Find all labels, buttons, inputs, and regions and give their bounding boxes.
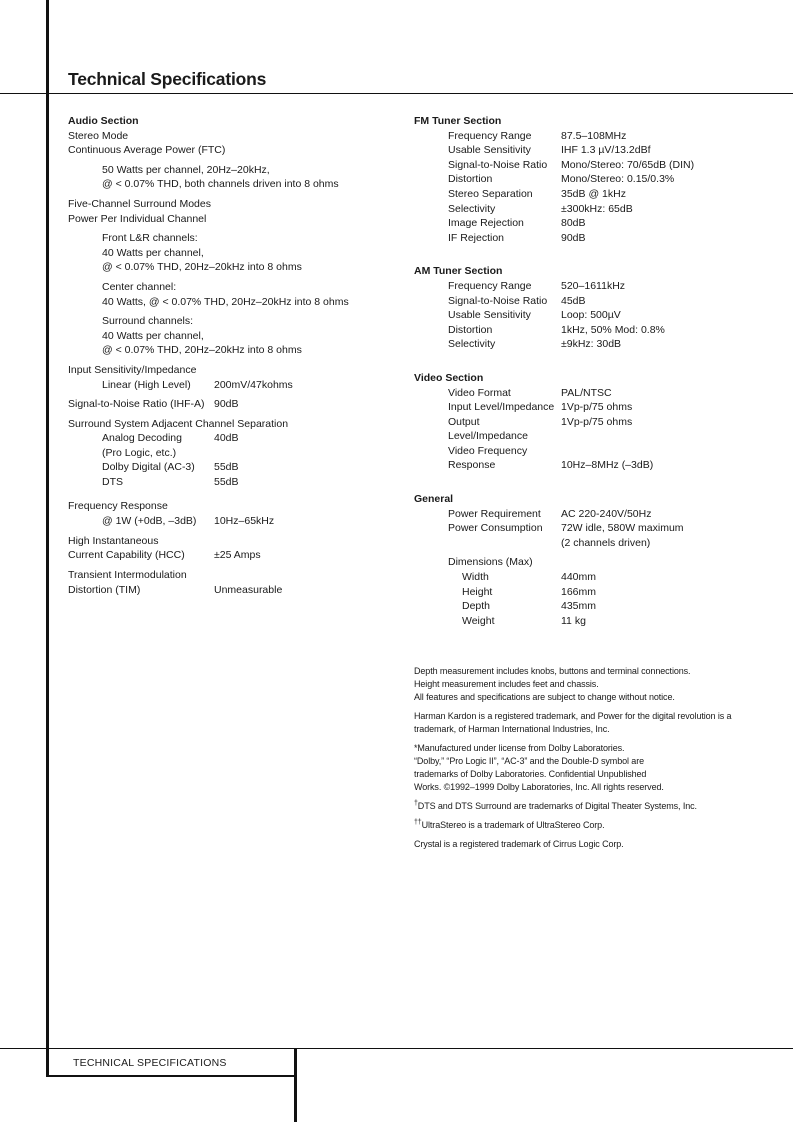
spec-row [448, 202, 774, 217]
spec-row [448, 458, 774, 473]
spec-label: Dolby Digital (AC-3) [102, 461, 195, 474]
fm-tuner-section [414, 114, 774, 245]
note-line: Depth measurement includes knobs, buttons and terminal connections. [414, 666, 691, 676]
am-tuner-section [414, 264, 774, 352]
spec-value: 1kHz, 50% Mod: 0.8% [561, 323, 665, 336]
spec-row [448, 294, 774, 309]
header-rule [0, 93, 793, 94]
spec-label: Signal-to-Noise Ratio (IHF-A) [68, 398, 205, 411]
front-channels-spec [68, 231, 398, 275]
spec-row [448, 231, 774, 246]
spec-line: (Pro Logic, etc.) [102, 446, 177, 459]
spec-label: @ 1W (+0dB, –3dB) [102, 515, 197, 528]
spec-row [448, 172, 774, 187]
spec-row [448, 507, 774, 522]
spec-row [448, 158, 774, 173]
spec-value: 1Vp-p/75 ohms [561, 415, 633, 428]
spec-value: 435mm [561, 600, 597, 613]
spec-row [448, 216, 774, 231]
spec-label [448, 536, 561, 551]
spec-row [448, 400, 774, 415]
spec-row [68, 514, 398, 529]
spec-line: Surround System Adjacent Channel Separation [68, 417, 289, 430]
spec-line: Front L&R channels: [102, 232, 198, 245]
note-line: Works. ©1992–1999 Dolby Laboratories, Inc. All rights reserved. [414, 782, 664, 792]
spec-row [448, 323, 774, 338]
spec-label: Weight [462, 614, 495, 627]
spec-value: 55dB [214, 461, 239, 474]
spec-label: Input Level/Impedance [448, 401, 555, 414]
footnotes [414, 665, 754, 857]
spec-label: Selectivity [448, 338, 496, 351]
spec-value: ±25 Amps [214, 549, 261, 562]
note-line: All features and specifications are subject to change without notice. [414, 692, 675, 702]
spec-value: 10Hz–8MHz (–3dB) [561, 459, 654, 472]
video-section [414, 371, 774, 473]
spec-label: Distortion (TIM) [68, 583, 141, 596]
ultrastereo-trademark-note [414, 819, 754, 832]
spec-line: 40 Watts, @ < 0.07% THD, 20Hz–20kHz into 8 ohms [102, 295, 349, 308]
spec-label: Signal-to-Noise Ratio [448, 158, 548, 171]
spec-line: 50 Watts per channel, 20Hz–20kHz, [102, 163, 270, 176]
spec-line: 40 Watts per channel, [102, 246, 204, 259]
spec-label: Frequency Range [448, 129, 532, 142]
spec-value: Mono/Stereo: 70/65dB (DIN) [561, 158, 695, 171]
spec-row [68, 475, 398, 490]
note-line: trademarks of Dolby Laboratories. Confidential Unpublished [414, 769, 647, 779]
audio-heading: Audio Section [68, 115, 139, 127]
surround-channels-spec [68, 314, 398, 358]
spec-value: Loop: 500µV [561, 309, 621, 322]
spec-label: Response [448, 459, 496, 472]
note-line: “Dolby,” “Pro Logic II”, “AC-3” and the Double-D symbol are [414, 756, 645, 766]
five-channel-modes [68, 197, 398, 226]
spec-line: Power Per Individual Channel [68, 212, 207, 225]
spec-value: Unmeasurable [214, 583, 283, 596]
spec-value: 10Hz–65kHz [214, 515, 275, 528]
spec-label: Linear (High Level) [102, 378, 191, 391]
spec-row [448, 599, 774, 614]
spec-label: Image Rejection [448, 217, 524, 230]
spec-label: DTS [102, 476, 123, 489]
spec-label: Current Capability (HCC) [68, 549, 185, 562]
spec-row [448, 386, 774, 401]
spec-value: 166mm [561, 585, 597, 598]
spec-value: 55dB [214, 476, 239, 489]
spec-line: Five-Channel Surround Modes [68, 197, 211, 210]
spec-row [448, 279, 774, 294]
general-heading: General [414, 493, 454, 506]
spec-label: Stereo Separation [448, 187, 533, 200]
spec-row [448, 129, 774, 144]
hcc-spec [68, 534, 398, 563]
note-line: DTS and DTS Surround are trademarks of Digital Theater Systems, Inc. [417, 801, 697, 811]
note-line: UltraStereo is a trademark of UltraStereo Corp. [421, 820, 605, 830]
spec-label: Signal-to-Noise Ratio [448, 294, 548, 307]
general-rows [414, 507, 774, 629]
spec-label: Power Requirement [448, 507, 541, 520]
spec-value: Mono/Stereo: 0.15/0.3% [561, 173, 675, 186]
input-sensitivity [68, 363, 398, 392]
spec-label: Analog Decoding [102, 432, 182, 445]
spec-line: 40 Watts per channel, [102, 329, 204, 342]
spec-label: IF Rejection [448, 231, 505, 244]
audio-section [68, 114, 398, 597]
video-heading: Video Section [414, 371, 484, 384]
spec-value: ±9kHz: 30dB [561, 338, 622, 351]
spec-row [448, 585, 774, 600]
dolby-trademark-note [414, 742, 754, 794]
spec-value: 90dB [561, 231, 586, 244]
center-channel-spec [68, 280, 398, 309]
crystal-trademark-note: Crystal is a registered trademark of Cirrus Logic Corp. [414, 839, 624, 849]
right-column [414, 114, 774, 628]
spec-value: 1Vp-p/75 ohms [561, 401, 633, 414]
footer-label-underline [46, 1075, 296, 1077]
continuous-power-label: Continuous Average Power (FTC) [68, 144, 226, 157]
spec-label: Selectivity [448, 202, 496, 215]
am-heading: AM Tuner Section [414, 265, 503, 278]
fm-rows [414, 129, 774, 246]
spec-label: Output Level/Impedance [448, 415, 528, 443]
spec-value: 45dB [561, 294, 586, 307]
spec-line: High Instantaneous [68, 534, 159, 547]
spec-label: Video Format [448, 386, 511, 399]
spec-row [68, 378, 398, 393]
general-section [414, 492, 774, 628]
spec-line: Transient Intermodulation [68, 569, 187, 582]
spec-value: 87.5–108MHz [561, 129, 627, 142]
spec-row [448, 337, 774, 352]
page-title: Technical Specifications [68, 69, 267, 89]
spec-row [448, 187, 774, 202]
spec-label: Power Consumption [448, 522, 543, 535]
spec-line: @ < 0.07% THD, both channels driven into 8 ohms [102, 178, 339, 191]
spec-label: Depth [462, 600, 491, 613]
measurement-note [414, 665, 754, 704]
spec-value: IHF 1.3 µV/13.2dBf [561, 144, 651, 157]
spec-line: Frequency Response [68, 499, 168, 512]
spec-line: @ < 0.07% THD, 20Hz–20kHz into 8 ohms [102, 261, 302, 274]
spec-value: 35dB @ 1kHz [561, 187, 626, 200]
spec-row [448, 536, 774, 551]
spec-row [448, 415, 774, 444]
spec-label: Height [462, 585, 493, 598]
note-line: Height measurement includes feet and chassis. [414, 679, 599, 689]
spec-value: (2 channels driven) [561, 536, 651, 549]
footer-section-label: TECHNICAL SPECIFICATIONS [73, 1057, 227, 1069]
dts-trademark-note [414, 800, 754, 813]
spec-row [68, 548, 398, 563]
dagger-mark: † [414, 800, 418, 807]
spec-label: Video Frequency [448, 444, 528, 457]
spec-line: Surround channels: [102, 315, 194, 328]
channel-separation [68, 417, 398, 490]
spec-value: ±300kHz: 65dB [561, 202, 633, 215]
spec-row [448, 521, 774, 536]
spec-line: Center channel: [102, 280, 177, 293]
spec-line: @ < 0.07% THD, 20Hz–20kHz into 8 ohms [102, 344, 302, 357]
spec-row [448, 444, 774, 459]
spec-row [68, 460, 398, 475]
snr-row [68, 397, 398, 412]
spec-row [448, 570, 774, 585]
spec-row [448, 308, 774, 323]
spec-row [448, 614, 774, 629]
spec-value: 90dB [214, 398, 239, 411]
spec-row [448, 143, 774, 158]
spec-label: Distortion [448, 323, 493, 336]
spec-value: 200mV/47kohms [214, 378, 293, 391]
double-dagger-mark: †† [414, 819, 422, 826]
footer-vertical-rule [294, 1048, 297, 1122]
spec-line: Input Sensitivity/Impedance [68, 363, 197, 376]
spec-row [68, 583, 398, 598]
dimensions-heading: Dimensions (Max) [448, 556, 533, 569]
stereo-mode: Stereo Mode [68, 129, 129, 142]
harman-trademark-note: Harman Kardon is a registered trademark, and Power for the digital revolution is a trademark, of Harman International Industries, Inc. [414, 711, 732, 734]
footer-top-rule [0, 1048, 793, 1049]
fm-heading: FM Tuner Section [414, 115, 502, 127]
video-rows [414, 386, 774, 474]
spec-label: Distortion [448, 173, 493, 186]
left-vertical-rule [46, 0, 49, 1077]
spec-label: Usable Sensitivity [448, 144, 531, 157]
continuous-power-spec [68, 163, 398, 192]
spec-value: 11 kg [561, 614, 586, 627]
spec-value: AC 220-240V/50Hz [561, 507, 652, 520]
frequency-response [68, 499, 398, 529]
spec-value: 72W idle, 580W maximum [561, 522, 684, 535]
spec-label: Usable Sensitivity [448, 309, 531, 322]
spec-value: 40dB [214, 432, 239, 445]
spec-label: Frequency Range [448, 279, 532, 292]
spec-value: 520–1611kHz [561, 279, 626, 292]
am-rows [414, 279, 774, 352]
note-line: *Manufactured under license from Dolby Laboratories. [414, 743, 625, 753]
spec-row [68, 431, 398, 446]
spec-value: PAL/NTSC [561, 386, 612, 399]
tim-spec [68, 568, 398, 597]
spec-label: Width [462, 571, 489, 584]
spec-value: 80dB [561, 217, 586, 230]
spec-value: 440mm [561, 571, 597, 584]
